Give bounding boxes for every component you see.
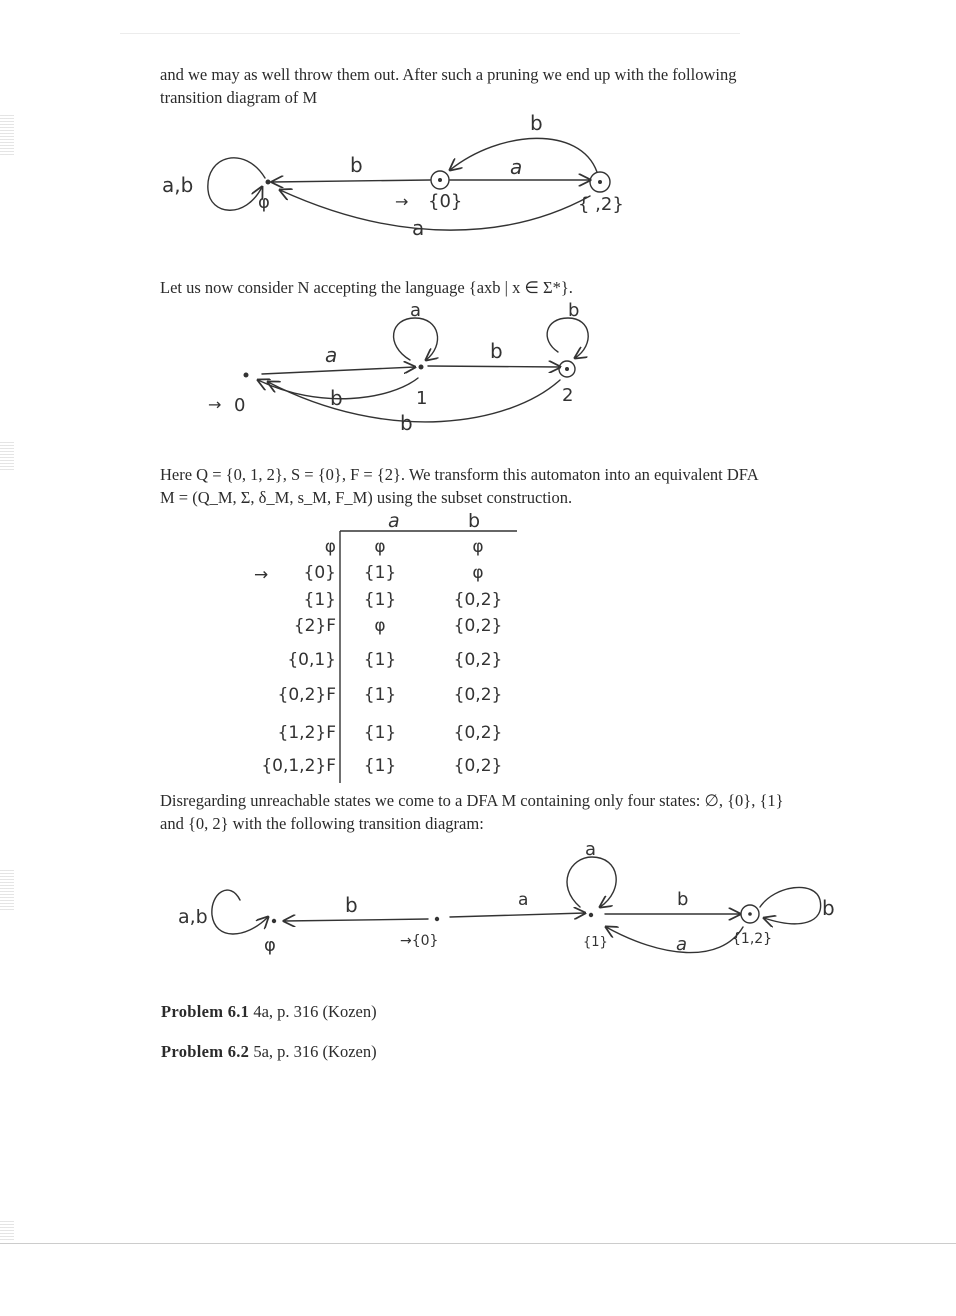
label-loop-2: b xyxy=(568,300,580,321)
table-cell-a: φ xyxy=(374,616,386,636)
table-row xyxy=(278,723,503,743)
state-onetwo-dot xyxy=(598,180,602,184)
edge-onetwo-to-zero xyxy=(450,138,597,172)
text-line: and we may as well throw them out. After such a pruning we end up with the following xyxy=(160,65,737,84)
edge-zero-to-one xyxy=(450,913,585,917)
label-zero-to-empty: b xyxy=(345,893,358,917)
table-cell-b: {0,2} xyxy=(453,685,503,705)
table-cell-b: {0,2} xyxy=(453,723,503,743)
state-1-label: 1 xyxy=(416,388,428,409)
table-row xyxy=(325,537,484,557)
text-line: Let us now consider N accepting the language {axb | x ∈ Σ*}. xyxy=(160,278,573,297)
loop-edge-onetwo xyxy=(760,887,821,923)
table-row xyxy=(294,616,503,636)
edge-onetwo-to-one xyxy=(606,927,743,953)
text-line: M = (Q_M, Σ, δ_M, s_M, F_M) using the subset construction. xyxy=(160,488,573,507)
state-empty-label: φ xyxy=(258,192,270,213)
table-cell-b: {0,2} xyxy=(453,590,503,610)
table-row xyxy=(304,590,503,610)
start-marker: → xyxy=(208,395,222,414)
paragraph-reachable-states xyxy=(160,789,865,835)
column-header-b: b xyxy=(468,510,481,532)
table-cell-b: φ xyxy=(472,563,484,583)
transition-diagram-n xyxy=(200,300,620,440)
state-zero xyxy=(435,917,439,921)
label-onetwo-to-empty: a xyxy=(412,216,425,240)
text-line: Disregarding unreachable states we come to a DFA M containing only four states: ∅, {0}, {1} xyxy=(160,791,784,810)
table-cell-b: {0,2} xyxy=(453,650,503,670)
state-zero-label: →{0} xyxy=(400,933,439,949)
label-0-to-1: a xyxy=(325,343,338,367)
label-zero-to-empty: b xyxy=(350,153,363,177)
state-onetwo-dot xyxy=(748,912,752,916)
paragraph-pruning xyxy=(160,63,865,109)
transition-diagram-m-pruned xyxy=(150,110,650,250)
table-row xyxy=(278,685,503,705)
loop-edge-empty xyxy=(208,158,265,210)
state-onetwo-label: {1,2} xyxy=(732,931,773,947)
scan-edge-mark xyxy=(0,115,14,155)
label-loop-ab: a,b xyxy=(162,173,194,197)
loop-edge-empty xyxy=(212,890,268,934)
state-2-dot xyxy=(565,367,569,371)
table-cell-state: {0,2}F xyxy=(277,685,336,705)
state-empty xyxy=(266,180,271,185)
scan-edge-mark xyxy=(0,440,14,470)
edge-0-to-1 xyxy=(262,367,415,374)
state-one xyxy=(589,913,593,917)
loop-edge-2 xyxy=(547,318,588,358)
problem-title: Problem 6.1 xyxy=(161,1002,250,1021)
table-cell-b: {0,2} xyxy=(453,616,503,636)
table-rows xyxy=(261,537,502,776)
table-cell-state: {0} xyxy=(303,563,336,583)
text-line: and {0, 2} with the following transition diagram: xyxy=(160,814,484,833)
table-cell-state: {2}F xyxy=(293,616,336,636)
state-2-label: 2 xyxy=(562,385,574,406)
edge-2-to-0 xyxy=(268,380,560,422)
label-1-to-0: b xyxy=(330,386,343,410)
subset-construction-table xyxy=(240,505,540,785)
table-cell-state: {1,2}F xyxy=(277,723,336,743)
scan-artifact-top xyxy=(120,33,740,34)
table-cell-state: {1} xyxy=(303,590,336,610)
label-onetwo-to-one: a xyxy=(676,934,688,955)
scan-artifact-bottom xyxy=(0,1243,956,1244)
transition-diagram-dfa xyxy=(160,835,850,965)
table-cell-a: {1} xyxy=(363,590,397,610)
table-cell-a: {1} xyxy=(363,685,397,705)
scan-edge-mark xyxy=(0,870,14,910)
table-cell-a: {1} xyxy=(363,723,397,743)
loop-edge-1 xyxy=(394,318,438,360)
state-one-label: {1} xyxy=(583,935,608,950)
table-cell-state: φ xyxy=(324,537,336,557)
table-cell-a: φ xyxy=(374,537,386,557)
loop-edge-one xyxy=(567,857,616,907)
label-1-to-2: b xyxy=(490,339,503,363)
start-marker: → xyxy=(254,565,269,585)
scan-edge-mark xyxy=(0,1220,14,1240)
text-line: Here Q = {0, 1, 2}, S = {0}, F = {2}. We transform this automaton into an equivalent DFA xyxy=(160,465,759,484)
state-empty-label: φ xyxy=(264,935,276,956)
edge-1-to-2 xyxy=(428,366,560,367)
label-loop-one: a xyxy=(585,839,597,860)
label-onetwo-to-zero: b xyxy=(530,111,543,135)
problem-text: 5a, p. 316 (Kozen) xyxy=(253,1042,377,1061)
label-zero-to-onetwo: a xyxy=(510,155,523,179)
state-1 xyxy=(419,365,424,370)
state-0-label: 0 xyxy=(234,395,246,416)
state-0 xyxy=(244,373,249,378)
label-2-to-0: b xyxy=(400,411,413,435)
label-loop-1: a xyxy=(410,300,422,321)
edge-zero-to-empty xyxy=(272,180,430,182)
label-one-to-onetwo: b xyxy=(677,889,689,910)
table-cell-a: {1} xyxy=(363,756,397,776)
problem-title: Problem 6.2 xyxy=(161,1042,250,1061)
table-cell-state: {0,1,2}F xyxy=(261,756,336,776)
paragraph-language xyxy=(160,276,865,299)
state-zero-dot xyxy=(438,178,442,182)
problem-text: 4a, p. 316 (Kozen) xyxy=(253,1002,377,1021)
start-marker: → xyxy=(395,192,409,211)
table-cell-a: {1} xyxy=(363,650,397,670)
problem-6-1 xyxy=(161,1002,377,1022)
state-zero-label: {0} xyxy=(428,191,463,212)
label-loop-onetwo: b xyxy=(822,896,835,920)
text-line: transition diagram of M xyxy=(160,88,318,107)
table-row xyxy=(287,650,502,670)
table-cell-a: {1} xyxy=(363,563,397,583)
paragraph-subset-construction xyxy=(160,463,865,509)
table-cell-b: {0,2} xyxy=(453,756,503,776)
table-cell-state: {0,1} xyxy=(287,650,336,670)
state-onetwo-label: { ,2} xyxy=(578,194,624,215)
table-row xyxy=(304,563,484,583)
problem-6-2 xyxy=(161,1042,377,1062)
label-loop-empty: a,b xyxy=(178,906,208,928)
column-header-a: a xyxy=(388,510,400,532)
state-empty xyxy=(272,919,276,923)
table-row xyxy=(261,756,502,776)
edge-zero-to-empty xyxy=(284,919,428,921)
table-cell-b: φ xyxy=(472,537,484,557)
label-zero-to-one: a xyxy=(518,890,529,910)
